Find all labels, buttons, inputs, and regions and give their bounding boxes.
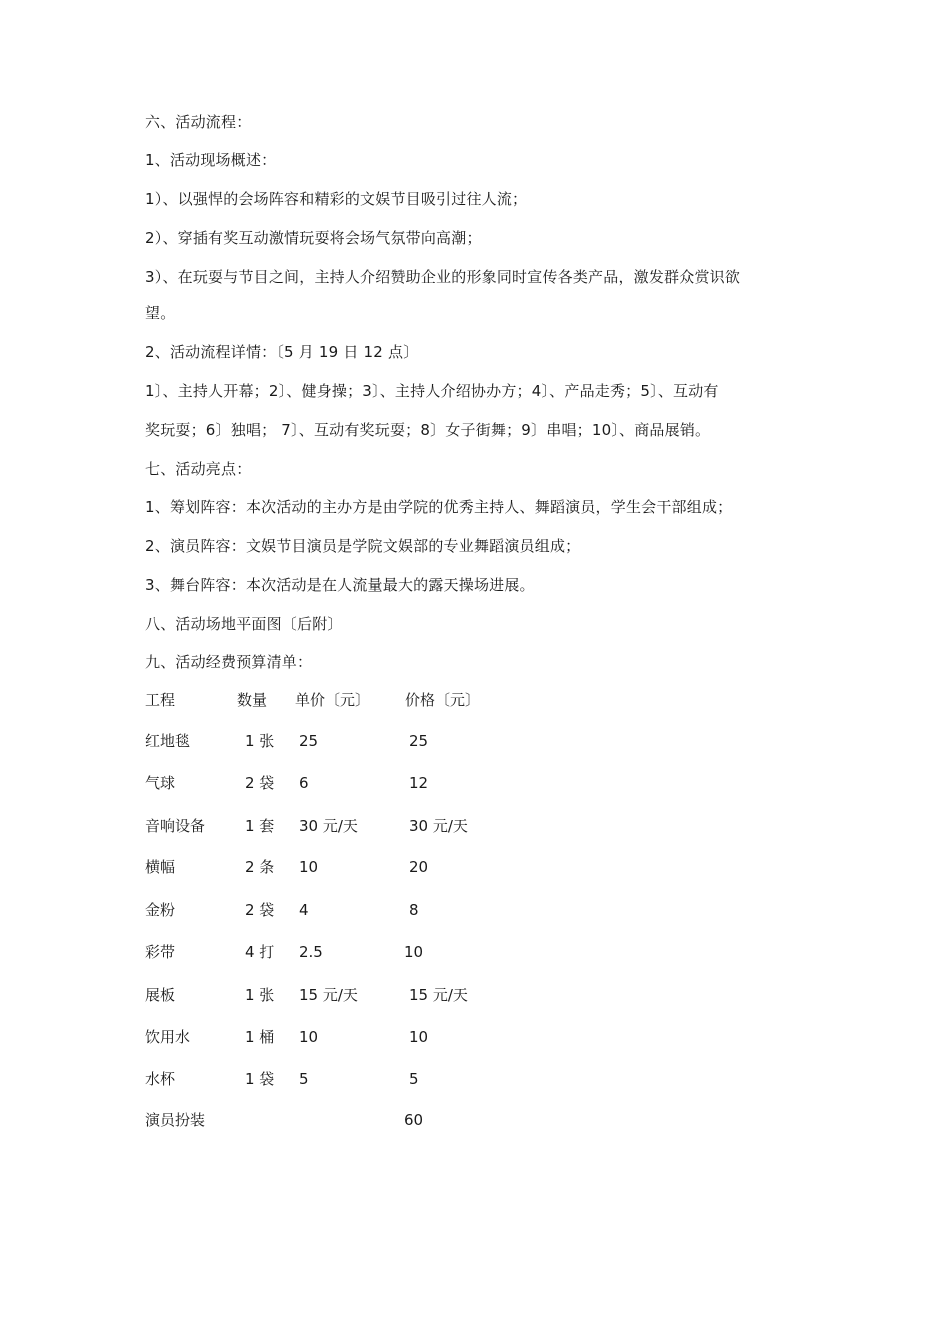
highlight-3: 3、舞台阵容：本次活动是在人流量最大的露天操场进展。 bbox=[145, 576, 535, 594]
subsection-schedule: 2、活动流程详情：〔5 月 19 日 12 点〕 bbox=[145, 343, 419, 361]
cell-unit-price: 2.5 bbox=[299, 943, 323, 961]
section-7-heading: 七、活动亮点： bbox=[145, 460, 252, 478]
cell-item: 演员扮装 bbox=[145, 1111, 206, 1129]
cell-quantity: 2 条 bbox=[245, 858, 275, 876]
highlight-1: 1、筹划阵容：本次活动的主办方是由学院的优秀主持人、舞蹈演员，学生会干部组成； bbox=[145, 498, 733, 516]
highlight-2: 2、演员阵容：文娱节目演员是学院文娱部的专业舞蹈演员组成； bbox=[145, 537, 581, 555]
cell-price: 60 bbox=[404, 1111, 424, 1129]
cell-quantity: 4 打 bbox=[245, 943, 275, 961]
cell-price: 12 bbox=[409, 774, 429, 792]
cell-quantity: 2 袋 bbox=[245, 901, 275, 919]
header-price: 价格〔元〕 bbox=[405, 691, 481, 709]
cell-item: 彩带 bbox=[145, 943, 176, 961]
cell-price: 10 bbox=[409, 1028, 429, 1046]
cell-item: 展板 bbox=[145, 986, 176, 1004]
cell-unit-price: 30 元/天 bbox=[299, 817, 358, 835]
cell-quantity: 1 张 bbox=[245, 986, 275, 1004]
overview-item-1: 1）、以强悍的会场阵容和精彩的文娱节目吸引过往人流； bbox=[145, 190, 528, 208]
cell-unit-price: 25 bbox=[299, 732, 319, 750]
header-quantity: 数量 bbox=[237, 691, 268, 709]
cell-price: 20 bbox=[409, 858, 429, 876]
overview-item-2: 2）、穿插有奖互动激情玩耍将会场气氛带向高潮； bbox=[145, 229, 482, 247]
cell-price: 30 元/天 bbox=[409, 817, 468, 835]
cell-item: 饮用水 bbox=[145, 1028, 191, 1046]
section-6-heading: 六、活动流程： bbox=[145, 113, 252, 131]
overview-item-3: 3）、在玩耍与节目之间，主持人介绍赞助企业的形象同时宣传各类产品，激发群众赏识欲 bbox=[145, 268, 741, 286]
cell-price: 15 元/天 bbox=[409, 986, 468, 1004]
cell-price: 5 bbox=[409, 1070, 419, 1088]
header-item: 工程 bbox=[145, 691, 176, 709]
cell-item: 横幅 bbox=[145, 858, 176, 876]
cell-item: 红地毯 bbox=[145, 732, 191, 750]
cell-item: 音响设备 bbox=[145, 817, 206, 835]
cell-unit-price: 10 bbox=[299, 1028, 319, 1046]
cell-price: 8 bbox=[409, 901, 419, 919]
cell-price: 25 bbox=[409, 732, 429, 750]
cell-item: 气球 bbox=[145, 774, 176, 792]
cell-quantity: 1 套 bbox=[245, 817, 275, 835]
cell-unit-price: 5 bbox=[299, 1070, 309, 1088]
header-unit-price: 单价〔元〕 bbox=[295, 691, 371, 709]
cell-unit-price: 4 bbox=[299, 901, 309, 919]
subsection-overview: 1、活动现场概述： bbox=[145, 151, 277, 169]
cell-quantity: 1 袋 bbox=[245, 1070, 275, 1088]
cell-unit-price: 15 元/天 bbox=[299, 986, 358, 1004]
overview-item-3-cont: 望。 bbox=[145, 304, 176, 322]
cell-unit-price: 6 bbox=[299, 774, 309, 792]
section-9-heading: 九、活动经费预算清单： bbox=[145, 653, 313, 671]
cell-quantity: 2 袋 bbox=[245, 774, 275, 792]
cell-item: 水杯 bbox=[145, 1070, 176, 1088]
section-8-heading: 八、活动场地平面图〔后附〕 bbox=[145, 615, 343, 633]
cell-item: 金粉 bbox=[145, 901, 176, 919]
schedule-line-2: 奖玩耍；6〕独唱； 7〕、互动有奖玩耍；8〕女子街舞；9〕串唱；10〕、商品展销。 bbox=[145, 421, 711, 439]
cell-quantity: 1 桶 bbox=[245, 1028, 275, 1046]
cell-quantity: 1 张 bbox=[245, 732, 275, 750]
schedule-line-1: 1〕、主持人开幕；2〕、健身操；3〕、主持人介绍协办方；4〕、产品走秀；5〕、互动有 bbox=[145, 382, 719, 400]
cell-unit-price: 10 bbox=[299, 858, 319, 876]
cell-price: 10 bbox=[404, 943, 424, 961]
